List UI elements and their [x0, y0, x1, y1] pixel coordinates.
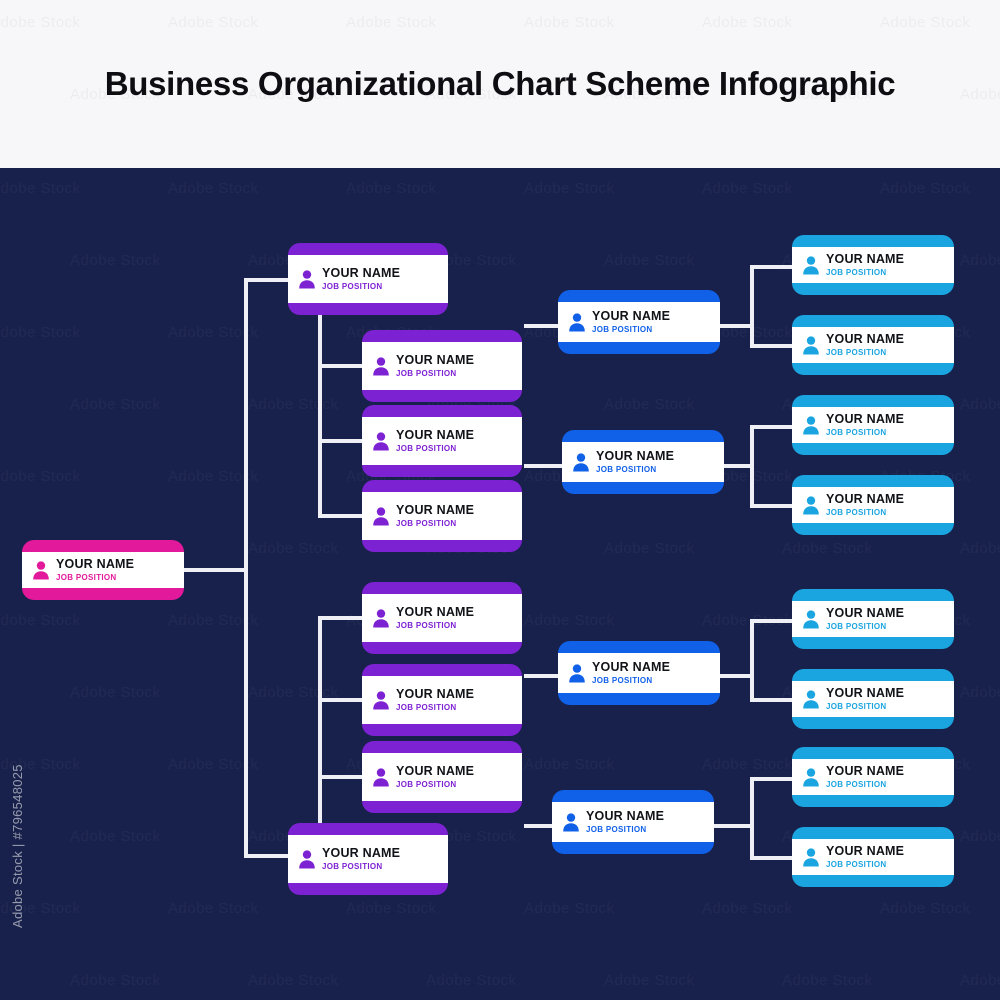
connector-branch-p2	[318, 364, 366, 368]
node-bottom-bar	[22, 588, 184, 600]
watermark-text	[702, 180, 793, 197]
org-node-p8[interactable]	[288, 823, 448, 895]
org-node-p6[interactable]	[362, 664, 522, 736]
node-text	[322, 846, 400, 872]
watermark-text	[702, 900, 793, 917]
watermark-text	[248, 972, 339, 989]
node-name: YOUR NAME	[396, 503, 475, 517]
org-node-c4[interactable]	[792, 475, 954, 535]
node-text	[396, 353, 474, 379]
watermark-text	[0, 14, 81, 31]
node-body	[792, 759, 954, 795]
node-body	[792, 247, 954, 283]
node-text	[322, 266, 400, 292]
node-bottom-bar	[552, 842, 714, 854]
watermark-text	[702, 756, 793, 773]
watermark-text	[168, 900, 259, 917]
watermark-text	[0, 180, 81, 197]
connector-b1-spine	[750, 265, 754, 348]
node-bottom-bar	[792, 363, 954, 375]
node-top-bar	[22, 540, 184, 552]
node-body	[362, 342, 522, 390]
person-icon	[372, 767, 390, 787]
person-icon	[568, 663, 586, 683]
node-bottom-bar	[362, 465, 522, 477]
node-text	[826, 412, 904, 438]
node-text	[826, 252, 904, 278]
node-name: YOUR NAME	[826, 332, 905, 346]
node-text	[396, 764, 474, 790]
node-top-bar	[558, 641, 720, 653]
node-top-bar	[792, 475, 954, 487]
connector-b4-spine	[750, 777, 754, 860]
watermark-text	[880, 900, 971, 917]
watermark-text	[426, 972, 517, 989]
node-top-bar	[362, 582, 522, 594]
node-body	[362, 676, 522, 724]
person-icon	[568, 312, 586, 332]
org-node-p7[interactable]	[362, 741, 522, 813]
node-text	[826, 332, 904, 358]
node-name: YOUR NAME	[322, 846, 401, 860]
node-bottom-bar	[562, 482, 724, 494]
node-top-bar	[362, 664, 522, 676]
connector-branch-p5	[318, 616, 366, 620]
person-icon	[372, 431, 390, 451]
connector-b3-spine	[750, 619, 754, 702]
connector-b3-c5	[750, 619, 796, 623]
node-name: YOUR NAME	[396, 605, 475, 619]
connector-spine-p1	[244, 278, 292, 282]
watermark-text	[70, 396, 161, 413]
chart-canvas	[0, 168, 1000, 1000]
node-text	[826, 686, 904, 712]
node-text	[826, 492, 904, 518]
node-body	[22, 552, 184, 588]
person-icon	[802, 689, 820, 709]
node-body	[288, 255, 448, 303]
node-position: JOB POSITION	[826, 860, 887, 869]
connector-branch-p4	[318, 514, 366, 518]
node-position: JOB POSITION	[592, 325, 653, 334]
node-body	[552, 802, 714, 842]
node-name: YOUR NAME	[396, 428, 475, 442]
person-icon	[802, 767, 820, 787]
node-name: YOUR NAME	[396, 687, 475, 701]
node-text	[396, 503, 474, 529]
node-position: JOB POSITION	[396, 703, 457, 712]
node-bottom-bar	[792, 875, 954, 887]
watermark-text	[880, 180, 971, 197]
node-name: YOUR NAME	[396, 353, 475, 367]
watermark-text	[524, 756, 615, 773]
node-bottom-bar	[558, 693, 720, 705]
connector-branch-p6	[318, 698, 366, 702]
watermark-text	[960, 540, 1000, 557]
watermark-text	[70, 684, 161, 701]
node-name: YOUR NAME	[826, 606, 905, 620]
node-text	[826, 764, 904, 790]
org-node-p4[interactable]	[362, 480, 522, 552]
node-name: YOUR NAME	[826, 252, 905, 266]
person-icon	[802, 847, 820, 867]
node-top-bar	[288, 823, 448, 835]
node-position: JOB POSITION	[826, 508, 887, 517]
org-node-c3[interactable]	[792, 395, 954, 455]
watermark-text	[168, 180, 259, 197]
person-icon	[802, 255, 820, 275]
node-top-bar	[562, 430, 724, 442]
connector-b2-c4	[750, 504, 796, 508]
node-top-bar	[552, 790, 714, 802]
node-position: JOB POSITION	[586, 825, 647, 834]
node-top-bar	[288, 243, 448, 255]
node-position: JOB POSITION	[592, 676, 653, 685]
connector-b1-trunk	[720, 324, 754, 328]
node-top-bar	[362, 330, 522, 342]
org-node-b1[interactable]	[558, 290, 720, 354]
watermark-text	[524, 612, 615, 629]
connector-b2-c3	[750, 425, 796, 429]
person-icon	[802, 335, 820, 355]
watermark-text	[880, 14, 971, 31]
connector-b4-c8	[750, 856, 796, 860]
node-position: JOB POSITION	[826, 780, 887, 789]
person-icon	[32, 560, 50, 580]
node-body	[792, 327, 954, 363]
watermark-text	[524, 14, 615, 31]
watermark-text	[702, 14, 793, 31]
person-icon	[562, 812, 580, 832]
node-top-bar	[792, 395, 954, 407]
node-name: YOUR NAME	[592, 660, 671, 674]
connector-b1-c1	[750, 265, 796, 269]
node-top-bar	[792, 589, 954, 601]
connector-spine-p8	[244, 854, 292, 858]
node-position: JOB POSITION	[826, 348, 887, 357]
connector-b3-c6	[750, 698, 796, 702]
connector-b1-c2	[750, 344, 796, 348]
node-top-bar	[792, 827, 954, 839]
node-text	[396, 687, 474, 713]
page-title: Business Organizational Chart Scheme Infographic	[104, 65, 896, 102]
watermark-text	[70, 972, 161, 989]
node-position: JOB POSITION	[826, 268, 887, 277]
node-bottom-bar	[792, 795, 954, 807]
node-bottom-bar	[792, 717, 954, 729]
node-bottom-bar	[792, 283, 954, 295]
node-bottom-bar	[362, 801, 522, 813]
connector-p-b2	[524, 464, 566, 468]
node-position: JOB POSITION	[56, 573, 117, 582]
watermark-text	[0, 468, 81, 485]
node-body	[288, 835, 448, 883]
connector-lower-branch	[318, 616, 322, 858]
watermark-text	[960, 684, 1000, 701]
watermark-text	[604, 540, 695, 557]
watermark-text	[782, 540, 873, 557]
node-name: YOUR NAME	[592, 309, 671, 323]
watermark-text	[960, 396, 1000, 413]
person-icon	[572, 452, 590, 472]
org-node-c2[interactable]	[792, 315, 954, 375]
node-name: YOUR NAME	[826, 492, 905, 506]
org-node-p3[interactable]	[362, 405, 522, 477]
node-name: YOUR NAME	[826, 764, 905, 778]
org-node-c5[interactable]	[792, 589, 954, 649]
org-node-c7[interactable]	[792, 747, 954, 807]
node-body	[558, 302, 720, 342]
node-body	[362, 753, 522, 801]
org-node-b3[interactable]	[558, 641, 720, 705]
node-body	[558, 653, 720, 693]
connector-p-b3	[524, 674, 562, 678]
node-bottom-bar	[792, 443, 954, 455]
node-text	[56, 557, 134, 583]
node-body	[362, 594, 522, 642]
node-bottom-bar	[362, 724, 522, 736]
connector-b3-trunk	[720, 674, 754, 678]
watermark-text	[248, 540, 339, 557]
node-bottom-bar	[558, 342, 720, 354]
node-position: JOB POSITION	[826, 622, 887, 631]
connector-b4-trunk	[714, 824, 754, 828]
node-top-bar	[558, 290, 720, 302]
node-name: YOUR NAME	[396, 764, 475, 778]
watermark-text	[70, 828, 161, 845]
watermark-text	[604, 252, 695, 269]
org-node-p1[interactable]	[288, 243, 448, 315]
node-text	[826, 606, 904, 632]
org-node-c6[interactable]	[792, 669, 954, 729]
node-text	[826, 844, 904, 870]
node-name: YOUR NAME	[826, 412, 905, 426]
node-top-bar	[792, 669, 954, 681]
node-body	[792, 839, 954, 875]
watermark-text	[782, 972, 873, 989]
person-icon	[372, 356, 390, 376]
watermark-text	[346, 180, 437, 197]
person-icon	[802, 415, 820, 435]
person-icon	[298, 269, 316, 289]
person-icon	[372, 608, 390, 628]
org-node-c1[interactable]	[792, 235, 954, 295]
person-icon	[372, 690, 390, 710]
connector-branch-p7	[318, 775, 366, 779]
node-bottom-bar	[792, 523, 954, 535]
node-position: JOB POSITION	[396, 780, 457, 789]
person-icon	[802, 609, 820, 629]
node-top-bar	[792, 315, 954, 327]
header	[0, 0, 1000, 168]
node-body	[362, 417, 522, 465]
node-position: JOB POSITION	[596, 465, 657, 474]
node-text	[592, 309, 670, 335]
node-body	[362, 492, 522, 540]
node-position: JOB POSITION	[396, 369, 457, 378]
node-body	[792, 487, 954, 523]
org-node-b2[interactable]	[562, 430, 724, 494]
watermark-text	[346, 14, 437, 31]
node-text	[596, 449, 674, 475]
node-name: YOUR NAME	[596, 449, 675, 463]
node-body	[562, 442, 724, 482]
node-body	[792, 681, 954, 717]
connector-p-b1	[524, 324, 562, 328]
person-icon	[802, 495, 820, 515]
watermark-text	[70, 252, 161, 269]
org-node-root[interactable]	[22, 540, 184, 600]
node-position: JOB POSITION	[322, 862, 383, 871]
node-text	[586, 809, 664, 835]
connector-root-trunk	[184, 568, 244, 572]
node-text	[396, 605, 474, 631]
watermark-text	[524, 180, 615, 197]
connector-branch-p3	[318, 439, 366, 443]
org-node-b4[interactable]	[552, 790, 714, 854]
node-top-bar	[362, 480, 522, 492]
node-name: YOUR NAME	[56, 557, 135, 571]
node-bottom-bar	[362, 390, 522, 402]
node-position: JOB POSITION	[396, 621, 457, 630]
watermark-text	[168, 14, 259, 31]
node-body	[792, 601, 954, 637]
node-position: JOB POSITION	[322, 282, 383, 291]
person-icon	[372, 506, 390, 526]
node-name: YOUR NAME	[322, 266, 401, 280]
node-name: YOUR NAME	[586, 809, 665, 823]
watermark-text	[604, 396, 695, 413]
node-bottom-bar	[362, 540, 522, 552]
node-position: JOB POSITION	[396, 444, 457, 453]
watermark-text	[248, 396, 339, 413]
watermark-text	[960, 972, 1000, 989]
node-name: YOUR NAME	[826, 686, 905, 700]
watermark-text	[346, 900, 437, 917]
org-node-c8[interactable]	[792, 827, 954, 887]
watermark-text	[604, 972, 695, 989]
connector-main-spine	[244, 278, 248, 858]
node-position: JOB POSITION	[826, 702, 887, 711]
watermark-text	[0, 324, 81, 341]
person-icon	[298, 849, 316, 869]
node-bottom-bar	[288, 303, 448, 315]
stock-credit: Adobe Stock | #796548025	[10, 764, 25, 928]
node-top-bar	[362, 405, 522, 417]
node-bottom-bar	[288, 883, 448, 895]
node-text	[396, 428, 474, 454]
org-node-p2[interactable]	[362, 330, 522, 402]
connector-b4-c7	[750, 777, 796, 781]
node-name: YOUR NAME	[826, 844, 905, 858]
node-bottom-bar	[792, 637, 954, 649]
node-body	[792, 407, 954, 443]
node-text	[592, 660, 670, 686]
watermark-text	[960, 828, 1000, 845]
node-bottom-bar	[362, 642, 522, 654]
org-node-p5[interactable]	[362, 582, 522, 654]
node-top-bar	[362, 741, 522, 753]
node-position: JOB POSITION	[396, 519, 457, 528]
node-top-bar	[792, 235, 954, 247]
connector-b2-spine	[750, 425, 754, 508]
node-position: JOB POSITION	[826, 428, 887, 437]
watermark-text	[960, 252, 1000, 269]
node-top-bar	[792, 747, 954, 759]
watermark-text	[524, 900, 615, 917]
watermark-text	[0, 612, 81, 629]
watermark-text	[960, 86, 1000, 103]
